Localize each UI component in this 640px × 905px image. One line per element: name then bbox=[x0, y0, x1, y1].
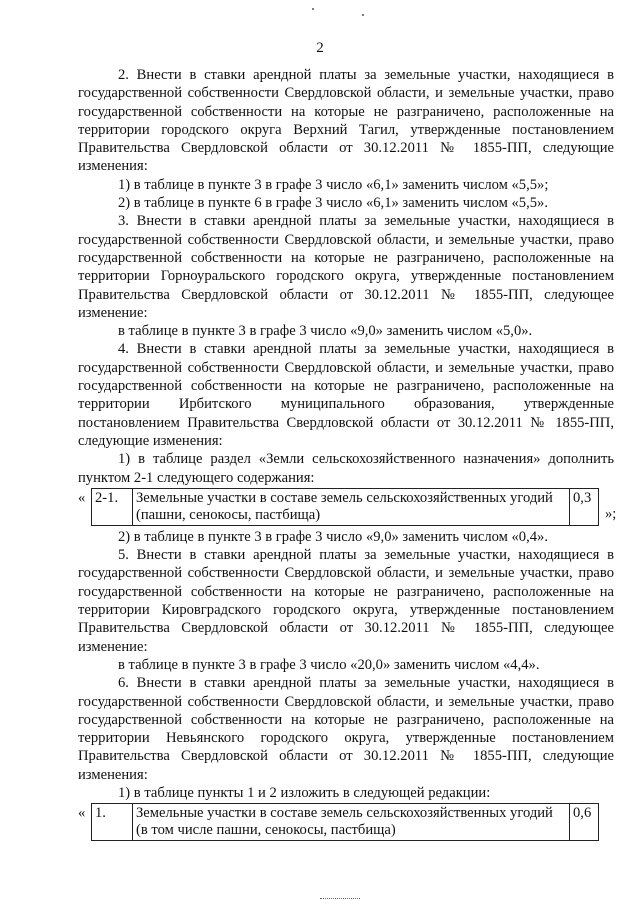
row-value: 0,6 bbox=[570, 804, 599, 841]
paragraph-4: 4. Внести в ставки арендной платы за земельные участки, находящиеся в государственной собственности Свердловской области, и земельные участки, право государственной собственности на которые не разграничено, расположенные на территории Ирбитского муниципального образования, утвержденные постановлением Правительства Свердловской области от 30.12.2011 № 1855-ПП, следующие изменения: bbox=[78, 341, 614, 449]
row-description: Земельные участки в составе земель сельскохозяйственных угодий (пашни, сенокосы, пастбища) bbox=[133, 488, 570, 525]
page-number: 2 bbox=[316, 40, 324, 56]
paragraph-5: 5. Внести в ставки арендной платы за земельные участки, находящиеся в государственной собственности Свердловской области, и земельные участки, право государственной собственности на которые не разграничено, расположенные на территории Кировградского городского округа, утвержденные постановлением Правительства Свердловской области от 30.12.2011 № 1855-ПП, следующее изменение: bbox=[78, 547, 614, 655]
paragraph-6: 6. Внести в ставки арендной платы за земельные участки, находящиеся в государственной собственности Свердловской области, и земельные участки, право государственной собственности на которые не разграничено, расположенные на территории Невьянского городского округа, утвержденные постановлением Правительства Свердловской области от 30.12.2011 № 1855-ПП, следующие изменения: bbox=[78, 675, 614, 783]
paragraph-3-item: в таблице в пункте 3 в графе 3 число «9,0» заменить числом «5,0». bbox=[118, 323, 533, 340]
scan-artifact bbox=[320, 898, 360, 901]
row-number: 2-1. bbox=[92, 488, 133, 525]
paragraph-4-item-1: 1) в таблице раздел «Земли сельскохозяйственного назначения» дополнить пунктом 2-1 следующего содержания: bbox=[78, 451, 614, 486]
close-quote: »; bbox=[605, 505, 617, 522]
amendment-table-1 bbox=[78, 488, 617, 526]
paragraph-2-item-2: 2) в таблице в пункте 6 в графе 3 число «6,1» заменить числом «5,5». bbox=[118, 195, 548, 212]
row-number: 1. bbox=[92, 804, 133, 841]
document-body bbox=[78, 66, 617, 843]
amendment-table-2 bbox=[78, 803, 614, 841]
paragraph-5-item: в таблице в пункте 3 в графе 3 число «20,0» заменить числом «4,4». bbox=[118, 656, 540, 673]
row-value: 0,3 bbox=[570, 488, 599, 525]
table-row bbox=[92, 488, 599, 525]
row-description: Земельные участки в составе земель сельскохозяйственных угодий (в том числе пашни, сенокосы, пастбища) bbox=[133, 804, 570, 841]
paragraph-3: 3. Внести в ставки арендной платы за земельные участки, находящиеся в государственной собственности Свердловской области, и земельные участки, право государственной собственности на которые не разграничено, расположенные на территории Горноуральского городского округа, утвержденные постановлением Правительства Свердловской области от 30.12.2011 № 1855-ПП, следующее изменение: bbox=[78, 213, 614, 321]
scan-speck bbox=[362, 14, 364, 16]
paragraph-6-item-1: 1) в таблице пункты 1 и 2 изложить в следующей редакции: bbox=[118, 784, 491, 801]
scan-speck bbox=[312, 8, 314, 10]
paragraph-2: 2. Внести в ставки арендной платы за земельные участки, находящиеся в государственной собственности Свердловской области, и земельные участки, право государственной собственности на которые не разграничено, расположенные на территории городского округа Верхний Тагил, утвержденные постановлением Правительства Свердловской области от 30.12.2011 № 1855-ПП, следующие изменения: bbox=[78, 67, 614, 175]
table-1 bbox=[91, 803, 599, 841]
table-row bbox=[92, 804, 599, 841]
open-quote: « bbox=[78, 805, 86, 822]
table-2-1 bbox=[91, 488, 599, 526]
open-quote: « bbox=[78, 489, 86, 506]
paragraph-2-item-1: 1) в таблице в пункте 3 в графе 3 число «6,1» заменить числом «5,5»; bbox=[118, 176, 549, 193]
paragraph-4-item-2: 2) в таблице в пункте 3 в графе 3 число «9,0» заменить числом «0,4». bbox=[118, 528, 548, 545]
